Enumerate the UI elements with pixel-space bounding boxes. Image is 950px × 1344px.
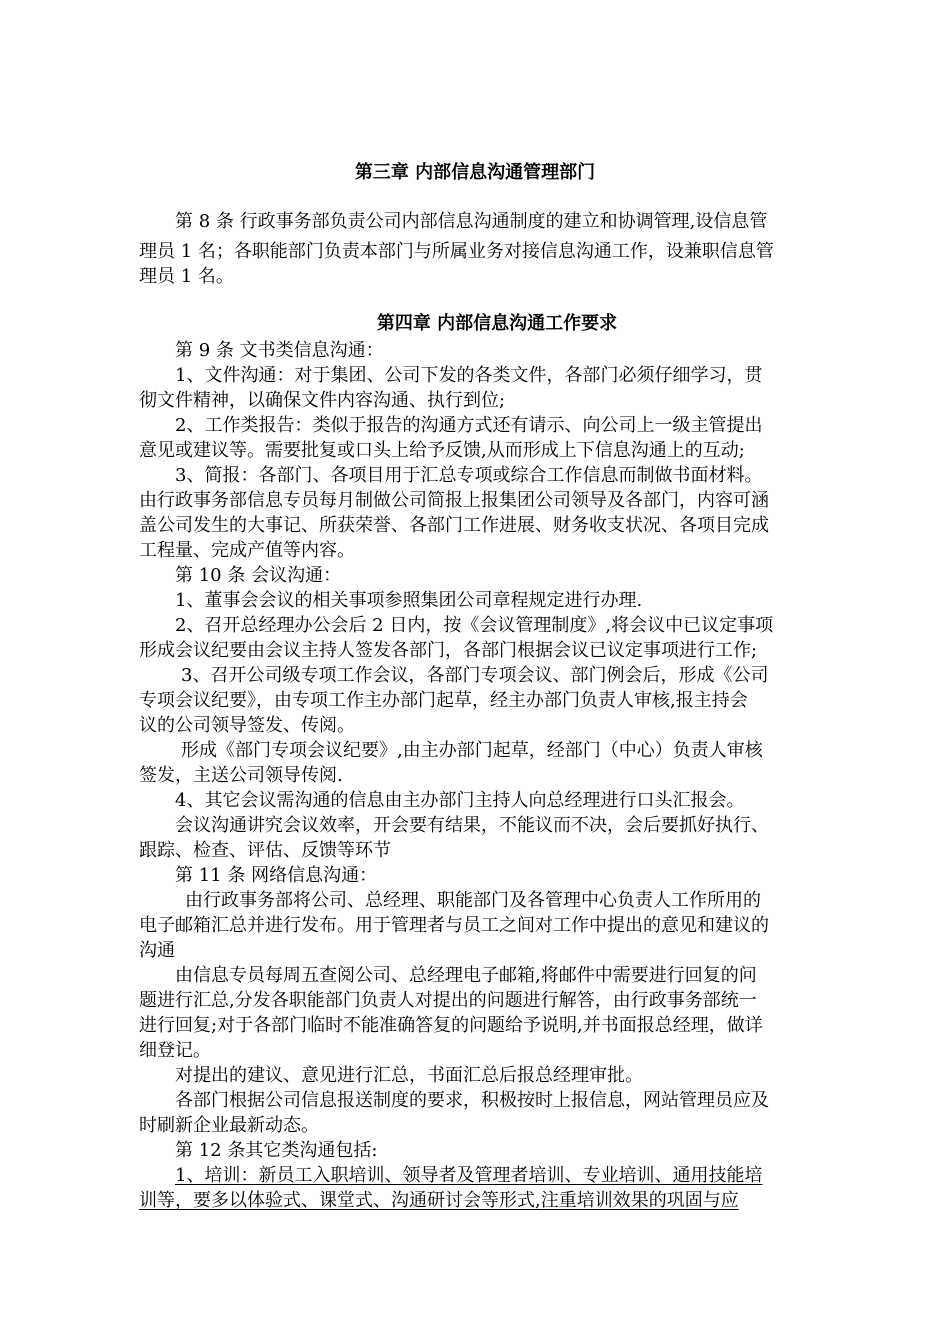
article-11-line-7: 细登记。 <box>139 1040 211 1061</box>
article-9-line-6: 由行政事务部信息专员每月制做公司简报上报集团公司领导及各部门，内容可涵 <box>139 490 769 511</box>
article-9-line-1: 1、文件沟通：对于集团、公司下发的各类文件，各部门必须仔细学习，贯 <box>175 365 763 386</box>
article-11-line-9: 各部门根据公司信息报送制度的要求，积极按时上报信息，网站管理员应及 <box>175 1090 769 1111</box>
article-11-line-1: 由行政事务部将公司、总经理、职能部门及各管理中心负责人工作所用的 <box>185 890 761 911</box>
article-10-line-1: 1、董事会会议的相关事项参照集团公司章程规定进行办理. <box>175 590 643 611</box>
article-10-line-11: 跟踪、检查、评估、反馈等环节 <box>139 840 391 861</box>
article-9-heading: 第 9 条 文书类信息沟通： <box>175 340 384 361</box>
article-11-heading: 第 11 条 网络信息沟通： <box>175 865 378 886</box>
article-11-line-8: 对提出的建议、意见进行汇总，书面汇总后报总经理审批。 <box>175 1065 643 1086</box>
article-9-line-7: 盖公司发生的大事记、所获荣誉、各部门工作进展、财务收支状况、各项目完成 <box>139 515 769 536</box>
article-10-heading: 第 10 条 会议沟通： <box>175 565 342 586</box>
article-8-line-3: 理员 1 名。 <box>139 266 234 287</box>
article-9-line-8: 工程量、完成产值等内容。 <box>139 540 355 561</box>
article-8-line-1: 第 8 条 行政事务部负责公司内部信息沟通制度的建立和协调管理,设信息管 <box>175 211 768 232</box>
article-9-line-3: 2、工作类报告：类似于报告的沟通方式还有请示、向公司上一级主管提出 <box>175 415 763 436</box>
article-10-line-7: 形成《部门专项会议纪要》,由主办部门起草，经部门（中心）负责人审核 <box>181 740 763 761</box>
article-9-line-4: 意见或建议等。需要批复或口头上给予反馈,从而形成上下信息沟通上的互动; <box>139 440 745 461</box>
article-10-line-3: 形成会议纪要由会议主持人签发各部门，各部门根据会议已议定事项进行工作; <box>139 640 758 661</box>
article-8-line-2: 理员 1 名；各职能部门负责本部门与所属业务对接信息沟通工作，设兼职信息管 <box>139 241 774 262</box>
article-11-line-3: 沟通 <box>139 940 175 961</box>
article-11-line-10: 时刷新企业最新动态。 <box>139 1115 319 1136</box>
article-10-line-6: 议的公司领导签发、传阅。 <box>139 715 355 736</box>
article-10-line-4: 3、召开公司级专项工作会议，各部门专项会议、部门例会后，形成《公司 <box>181 665 769 686</box>
chapter-3-title: 第三章 内部信息沟通管理部门 <box>354 162 596 183</box>
article-9-line-5: 3、简报：各部门、各项目用于汇总专项或综合工作信息而制做书面材料。 <box>175 465 763 486</box>
article-11-line-6: 进行回复;对于各部门临时不能准确答复的问题给予说明,并书面报总经理，做详 <box>139 1015 763 1036</box>
article-9-line-2: 彻文件精神，以确保文件内容沟通、执行到位; <box>139 390 506 411</box>
article-12-line-1: 1、培训：新员工入职培训、领导者及管理者培训、专业培训、通用技能培 <box>175 1165 763 1186</box>
article-12-line-2: 训等，要多以体验式、课堂式、沟通研讨会等形式,注重培训效果的巩固与应 <box>139 1190 739 1211</box>
article-11-line-5: 题进行汇总,分发各职能部门负责人对提出的问题进行解答，由行政事务部统一 <box>139 990 757 1011</box>
article-10-line-10: 会议沟通讲究会议效率，开会要有结果，不能议而不决，会后要抓好执行、 <box>175 815 769 836</box>
article-11-line-2: 电子邮箱汇总并进行发布。用于管理者与员工之间对工作中提出的意见和建议的 <box>139 915 769 936</box>
article-10-line-5: 专项会议纪要》，由专项工作主办部门起草，经主办部门负责人审核,报主持会 <box>139 690 748 711</box>
article-11-line-4: 由信息专员每周五查阅公司、总经理电子邮箱,将邮件中需要进行回复的问 <box>175 965 757 986</box>
article-10-line-8: 签发，主送公司领导传阅. <box>139 765 343 786</box>
article-10-line-9: 4、其它会议需沟通的信息由主办部门主持人向总经理进行口头汇报会。 <box>175 790 745 811</box>
chapter-4-title: 第四章 内部信息沟通工作要求 <box>376 313 618 334</box>
article-10-line-2: 2、召开总经理办公会后 2 日内，按《会议管理制度》,将会议中已议定事项 <box>175 615 774 636</box>
article-12-heading: 第 12 条其它类沟通包括: <box>175 1140 378 1161</box>
